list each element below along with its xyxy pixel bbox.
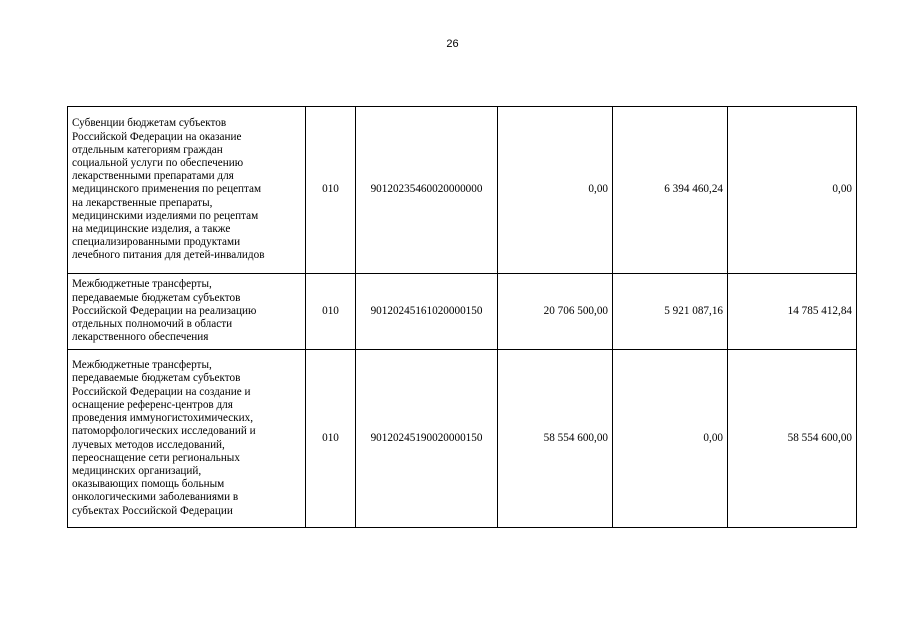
- name-line: Межбюджетные трансферты,: [72, 278, 212, 291]
- executed-cell: 5 921 087,16: [613, 274, 728, 350]
- name-line: медицинского применения по рецептам: [72, 183, 262, 196]
- remainder-cell: 14 785 412,84: [728, 274, 857, 350]
- executed-cell: 6 394 460,24: [613, 107, 728, 274]
- row-name-cell: [68, 107, 306, 274]
- row-name-cell: [68, 350, 306, 528]
- code-cell: 010: [306, 107, 356, 274]
- name-line: лекарственными препаратами для: [72, 170, 234, 183]
- table-row: [68, 274, 857, 350]
- remainder-cell: 58 554 600,00: [728, 350, 857, 528]
- name-line: Субвенции бюджетам субъектов: [72, 117, 227, 130]
- name-line: переоснащение сети региональных: [72, 451, 240, 464]
- name-line: на лекарственные препараты,: [72, 196, 213, 209]
- name-line: Межбюджетные трансферты,: [72, 359, 212, 372]
- name-line: передаваемые бюджетам субъектов: [72, 372, 241, 385]
- name-line: лекарственного обеспечения: [72, 331, 209, 344]
- budget-table: [67, 106, 857, 528]
- executed-cell: 0,00: [613, 350, 728, 528]
- name-line: медицинских организаций,: [72, 464, 202, 477]
- table-row: [68, 350, 857, 528]
- name-line: оказывающих помощь больным: [72, 478, 225, 491]
- name-line: отдельным категориям граждан: [72, 143, 223, 156]
- name-line: Российской Федерации на создание и: [72, 385, 251, 398]
- name-line: проведения иммуногистохимических,: [72, 412, 253, 425]
- row-name-cell: [68, 274, 306, 350]
- name-line: Российской Федерации на реализацию: [72, 304, 257, 317]
- name-line: патоморфологических исследований и: [72, 425, 256, 438]
- name-line: оснащение референс-центров для: [72, 398, 233, 411]
- name-line: передаваемые бюджетам субъектов: [72, 291, 241, 304]
- kbk-cell: 90120245190020000150: [356, 350, 498, 528]
- name-line: на медицинские изделия, а также: [72, 223, 231, 235]
- plan-cell: 58 554 600,00: [498, 350, 613, 528]
- remainder-cell: 0,00: [728, 107, 857, 274]
- name-line: онкологическими заболеваниями в: [72, 491, 239, 504]
- name-line: лечебного питания для детей-инвалидов: [72, 249, 265, 262]
- plan-cell: 0,00: [498, 107, 613, 274]
- name-line: Российской Федерации на оказание: [72, 130, 242, 143]
- name-line: социальной услуги по обеспечению: [72, 156, 244, 169]
- page-number: 26: [446, 38, 459, 50]
- kbk-cell: 90120235460020000000: [356, 107, 498, 274]
- name-line: медицинскими изделиями по рецептам: [72, 209, 259, 222]
- name-line: лучевых методов исследований,: [72, 438, 225, 451]
- kbk-cell: 90120245161020000150: [356, 274, 498, 350]
- plan-cell: 20 706 500,00: [498, 274, 613, 350]
- name-line: субъектах Российской Федерации: [72, 504, 233, 517]
- table-row: [68, 107, 857, 274]
- code-cell: 010: [306, 350, 356, 528]
- name-line: отдельных полномочий в области: [72, 318, 233, 331]
- name-line: специализированными продуктами: [72, 236, 241, 249]
- code-cell: 010: [306, 274, 356, 350]
